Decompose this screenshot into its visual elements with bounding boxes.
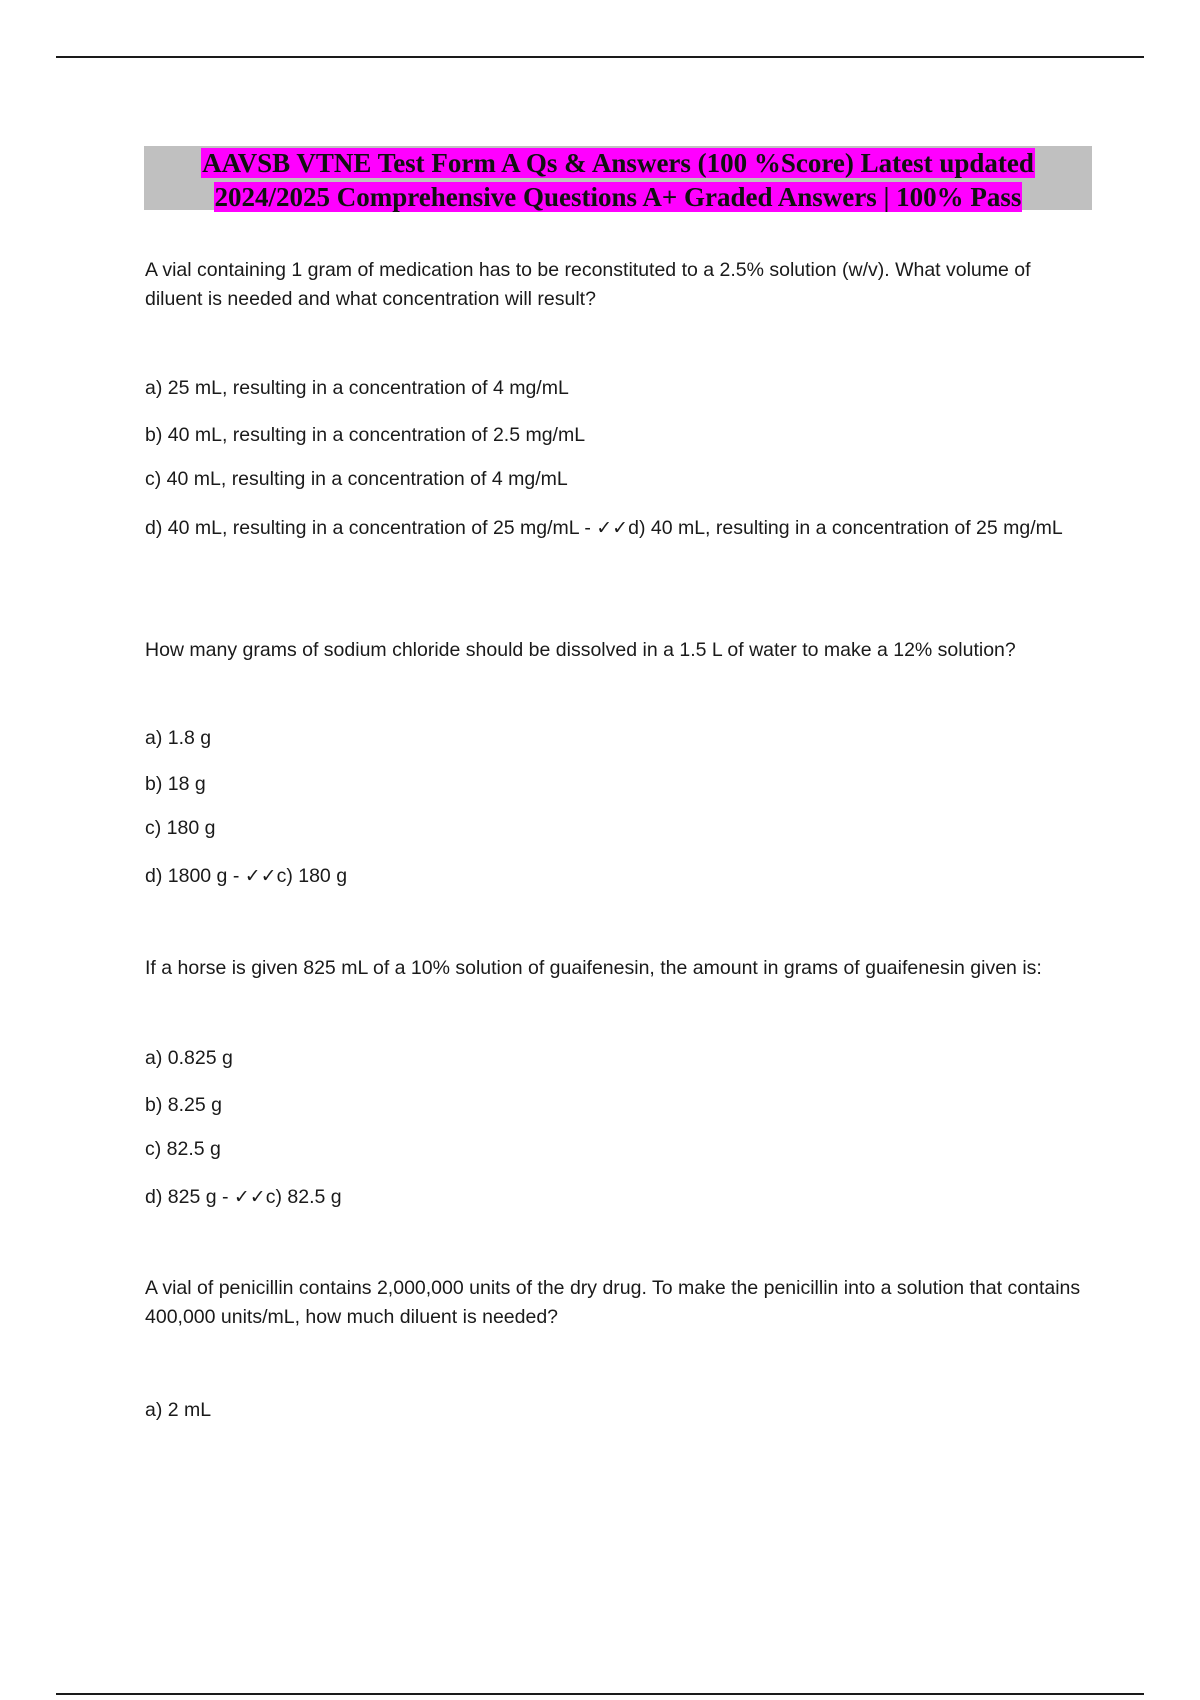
question-1-option-c: c) 40 mL, resulting in a concentration of 4 mg/mL [145, 468, 568, 490]
bottom-rule [56, 1693, 1144, 1695]
question-3-answer: c) 82.5 g [265, 1186, 342, 1208]
question-1-answer: d) 40 mL, resulting in a concentration of 25 mg/mL [628, 517, 1063, 539]
title-line-1: AAVSB VTNE Test Form A Qs & Answers (100 %Score) Latest updated [202, 148, 1034, 178]
title-line-2: 2024/2025 Comprehensive Questions A+ Graded Answers | 100% Pass [214, 182, 1022, 212]
question-1-text: A vial containing 1 gram of medication has to be reconstituted to a 2.5% solution (w/v). What volume of diluent is needed and what concentration will result? [145, 259, 1031, 310]
check-icon: ✓✓ [596, 517, 629, 539]
question-3-option-b: b) 8.25 g [145, 1094, 222, 1116]
check-icon: ✓✓ [233, 1186, 266, 1208]
question-3-option-d-text: d) 825 g - [145, 1186, 234, 1208]
question-4-text: A vial of penicillin contains 2,000,000 units of the dry drug. To make the penicillin into a solution that contains 400,000 units/mL, how much diluent is needed? [145, 1277, 1081, 1328]
question-1-option-a: a) 25 mL, resulting in a concentration of 4 mg/mL [145, 377, 569, 399]
question-1-option-d-text: d) 40 mL, resulting in a concentration of 25 mg/mL - [145, 517, 597, 539]
question-2-option-d-text: d) 1800 g - [145, 865, 245, 887]
question-2-text: How many grams of sodium chloride should be dissolved in a 1.5 L of water to make a 12% solution? [145, 639, 1016, 661]
question-3-option-c: c) 82.5 g [145, 1138, 221, 1160]
question-2-option-d [145, 862, 1085, 891]
question-3-option-d [145, 1183, 1085, 1212]
question-1-option-d [145, 514, 1085, 543]
question-2-option-c: c) 180 g [145, 817, 216, 839]
top-rule [56, 56, 1144, 58]
question-2-option-b: b) 18 g [145, 773, 206, 795]
question-4-option-a: a) 2 mL [145, 1399, 212, 1421]
question-2-option-a: a) 1.8 g [145, 727, 212, 749]
document-title [144, 146, 1092, 210]
question-1-option-b: b) 40 mL, resulting in a concentration of 2.5 mg/mL [145, 424, 586, 446]
question-3-option-a: a) 0.825 g [145, 1047, 233, 1069]
check-icon: ✓✓ [244, 865, 277, 887]
question-2-answer: c) 180 g [276, 865, 348, 887]
question-3-text: If a horse is given 825 mL of a 10% solution of guaifenesin, the amount in grams of guaifenesin given is: [145, 957, 1042, 979]
